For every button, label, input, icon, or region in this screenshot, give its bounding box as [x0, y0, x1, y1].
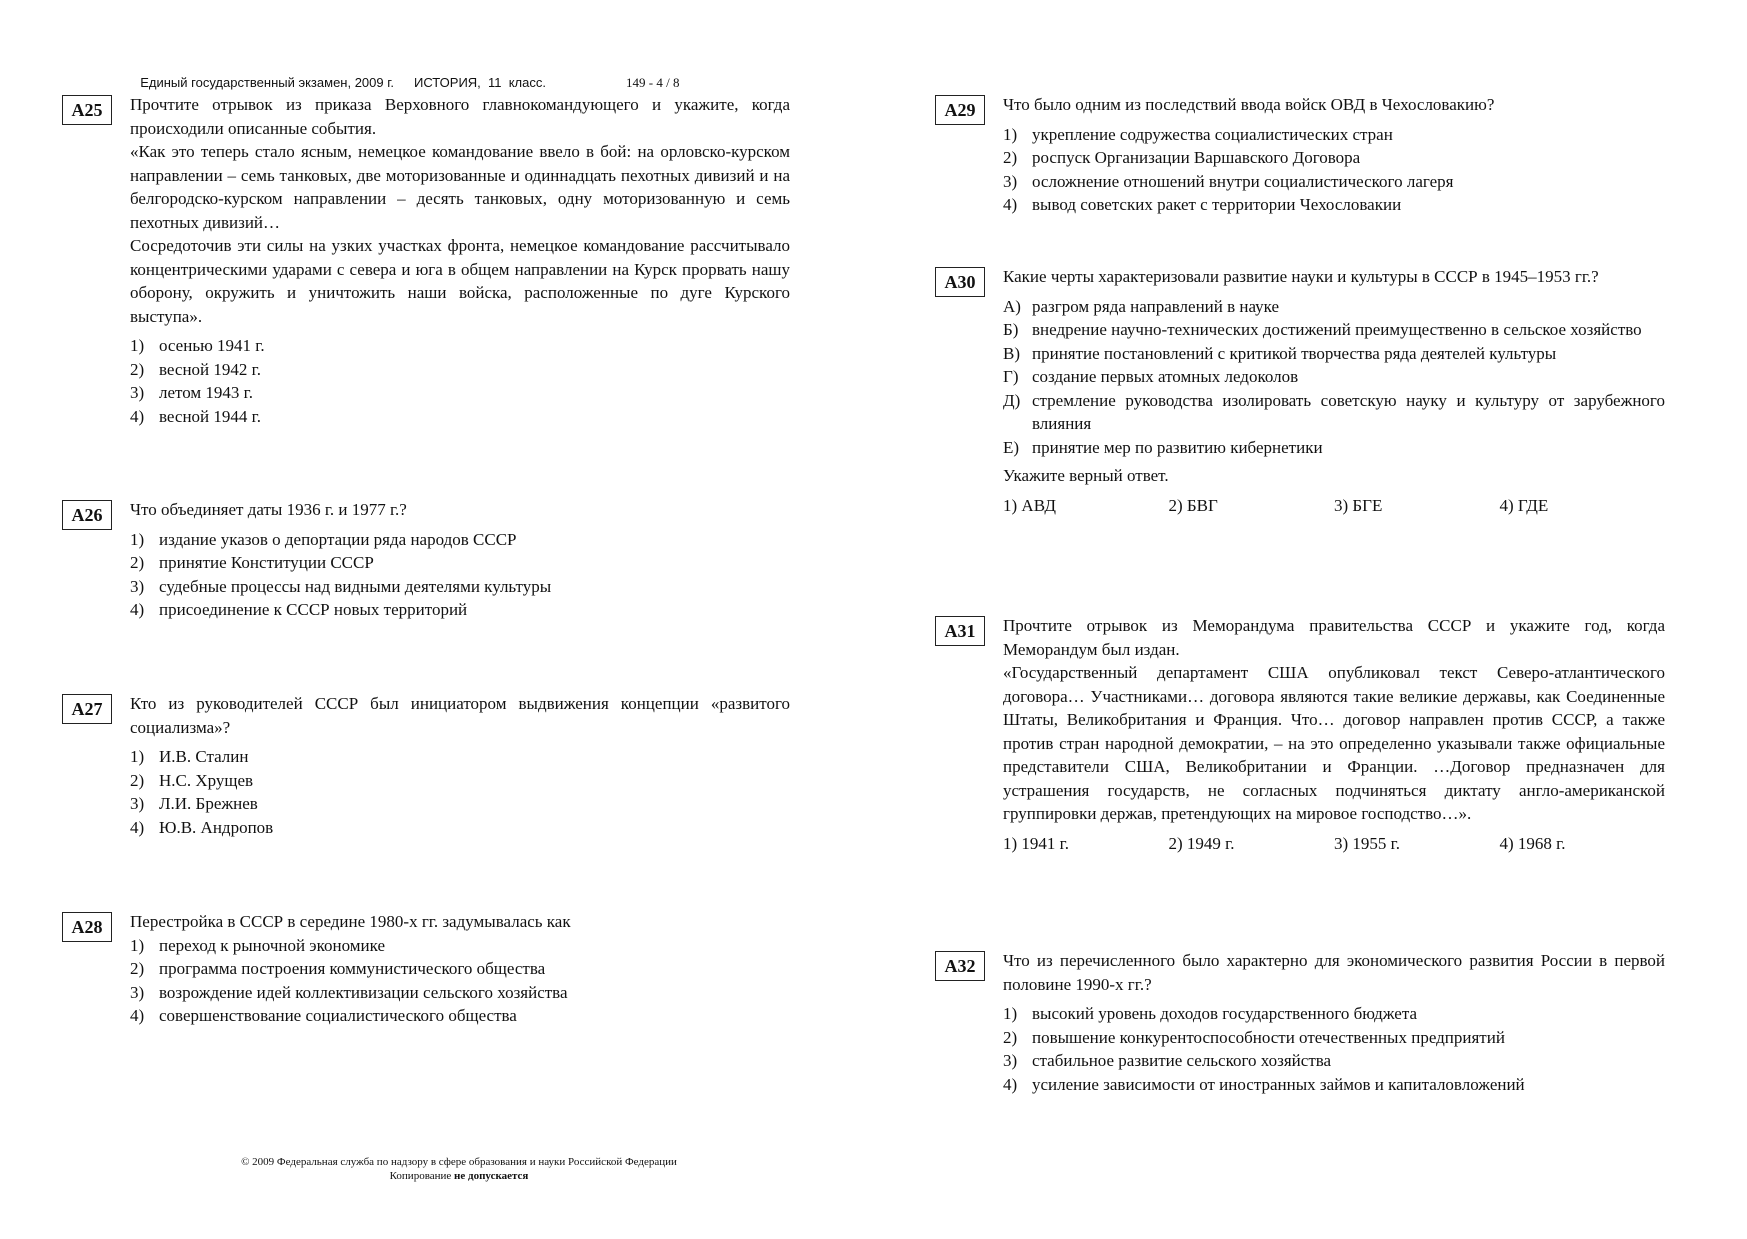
answer-option[interactable]: 3) судебные процессы над видными деятелями культуры — [130, 576, 552, 596]
answer-option[interactable]: 2) БВГ — [1168, 495, 1218, 515]
answer-option[interactable]: 3) летом 1943 г. — [130, 383, 253, 402]
statement-list — [1003, 295, 1665, 460]
answer-option[interactable]: 4) весной 1944 г. — [130, 406, 261, 426]
answer-option[interactable]: 1) осенью 1941 г. — [130, 336, 265, 355]
answer-option[interactable]: 2) роспуск Организации Варшавского Договора — [1003, 148, 1361, 167]
task-number: A27 — [62, 694, 112, 724]
page-header — [133, 60, 679, 91]
answer-option[interactable]: 1) высокий уровень доходов государственного бюджета — [1003, 1004, 1418, 1023]
answer-option[interactable]: 3) БГЕ — [1334, 495, 1383, 515]
question-text: Кто из руководителей СССР был инициатором выдвижения концепции «развитого социализма»? — [130, 694, 790, 737]
answer-option[interactable]: 1) 1941 г. — [1003, 833, 1069, 853]
answer-option[interactable]: 1) И.В. Сталин — [130, 747, 249, 766]
task-number: A31 — [935, 616, 985, 646]
answer-option[interactable]: 2) весной 1942 г. — [130, 359, 261, 379]
answer-option[interactable]: 3) Л.И. Брежнев — [130, 794, 258, 813]
instruction-text: Укажите верный ответ. — [1003, 466, 1169, 485]
statement-item: Б) внедрение научно-технических достижений преимущественно в сельское хозяйство — [1003, 320, 1642, 339]
answer-option[interactable]: 2) повышение конкурентоспособности отечественных предприятий — [1003, 1027, 1505, 1047]
question-text: Перестройка в СССР в середине 1980-х гг. задумывалась как — [130, 912, 571, 931]
question-text: Что из перечисленного было характерно для экономического развития России в первой половине 1990-х гг.? — [1003, 951, 1665, 994]
answer-option[interactable]: 3) стабильное развитие сельского хозяйства — [1003, 1051, 1332, 1070]
answer-option[interactable]: 4) совершенствование социалистического общества — [130, 1006, 517, 1025]
quote-paragraph: «Как это теперь стало ясным, немецкое командование ввело в бой: на орловско-курском направлении – семь танковых, две моторизованные и одиннадцать пехотных дивизий и на белгородско-курском направлении – десять танковых, одну моторизованную и семь пехотных дивизий… — [130, 142, 790, 232]
question-text: Что было одним из последствий ввода войск ОВД в Чехословакию? — [1003, 95, 1495, 114]
answer-option[interactable]: 2) программа построения коммунистического общества — [130, 959, 546, 978]
statement-item: Г) создание первых атомных ледоколов — [1003, 367, 1299, 386]
answer-option[interactable]: 1) укрепление содружества социалистических стран — [1003, 124, 1393, 144]
task-number: A30 — [935, 267, 985, 297]
answer-options — [130, 334, 790, 428]
answer-option[interactable]: 3) возрождение идей коллективизации сельского хозяйства — [130, 982, 568, 1002]
exam-title: Единый государственный экзамен, 2009 г. — [140, 75, 394, 90]
answer-option[interactable]: 4) вывод советских ракет с территории Чехословакии — [1003, 195, 1402, 214]
page-footer — [195, 1155, 723, 1183]
answer-option[interactable]: 4) присоединение к СССР новых территорий — [130, 600, 468, 619]
answer-option[interactable]: 4) усиление зависимости от иностранных займов и капиталовложений — [1003, 1074, 1525, 1094]
task-number: A32 — [935, 951, 985, 981]
answer-options — [130, 934, 790, 1028]
task-number: A28 — [62, 912, 112, 942]
page-number: 149 - 4 / 8 — [626, 75, 680, 90]
answer-option[interactable]: 2) Н.С. Хрущев — [130, 770, 254, 790]
answer-options — [130, 745, 790, 839]
statement-item: А) разгром ряда направлений в науке — [1003, 296, 1280, 316]
answer-option[interactable]: 3) 1955 г. — [1334, 833, 1400, 853]
answer-options — [1003, 494, 1665, 518]
task-number: A25 — [62, 95, 112, 125]
question-text: Прочтите отрывок из Меморандума правительства СССР и укажите год, когда Меморандум был издан. — [1003, 616, 1665, 659]
task-number: A26 — [62, 500, 112, 530]
task-number: A29 — [935, 95, 985, 125]
answer-options — [1003, 123, 1665, 217]
answer-option[interactable]: 1) АВД — [1003, 495, 1056, 515]
answer-option[interactable]: 3) осложнение отношений внутри социалистического лагеря — [1003, 171, 1454, 191]
copy-notice: Копирование не допускается — [389, 1170, 529, 1182]
answer-options — [1003, 832, 1665, 856]
quote-paragraph: Сосредоточив эти силы на узких участках фронта, немецкое командование рассчитывало концентрическими ударами с севера и юга в общем направлении на Курск прорвать нашу оборону, окружить и уничтожить наши войска, расположенные по дуге Курского выступа». — [130, 236, 790, 326]
statement-item: Е) принятие мер по развитию кибернетики — [1003, 437, 1323, 457]
copyright-text: © 2009 Федеральная служба по надзору в сфере образования и науки Российской Федерации — [241, 1156, 677, 1168]
answer-option[interactable]: 1) переход к рыночной экономике — [130, 935, 386, 955]
question-text: Что объединяет даты 1936 г. и 1977 г.? — [130, 500, 407, 519]
question-text: Прочтите отрывок из приказа Верховного главнокомандующего и укажите, когда происходили описанные события. — [130, 95, 790, 138]
subject-title: ИСТОРИЯ, 11 класс. — [414, 75, 546, 90]
quote-paragraph: «Государственный департамент США опубликовал текст Северо-атлантического договора… Участниками… договора являются такие великие державы, как Соединенные Штаты, Великобритания и Франция. Что… договор направлен против СССР, а также против стран народной демократии, – на это определенно указывали также официальные представители США, Великобритании и Франции. …Договор предназначен для устрашения государств, не согласных подчиняться диктату англо-американской группировки держав, претендующих на мировое господство…». — [1003, 663, 1665, 823]
answer-options — [1003, 1002, 1665, 1096]
statement-item: В) принятие постановлений с критикой творчества ряда деятелей культуры — [1003, 343, 1557, 363]
answer-option[interactable]: 4) 1968 г. — [1499, 833, 1566, 853]
answer-option[interactable]: 4) Ю.В. Андропов — [130, 817, 274, 837]
answer-option[interactable]: 1) издание указов о депортации ряда народов СССР — [130, 529, 517, 549]
answer-option[interactable]: 2) принятие Конституции СССР — [130, 553, 374, 572]
answer-option[interactable]: 4) ГДЕ — [1499, 495, 1549, 515]
statement-item: Д) стремление руководства изолировать советскую науку и культуру от зарубежного влияния — [1003, 390, 1665, 433]
question-text: Какие черты характеризовали развитие науки и культуры в СССР в 1945–1953 гг.? — [1003, 267, 1599, 286]
answer-options — [130, 528, 790, 622]
answer-option[interactable]: 2) 1949 г. — [1168, 833, 1235, 853]
